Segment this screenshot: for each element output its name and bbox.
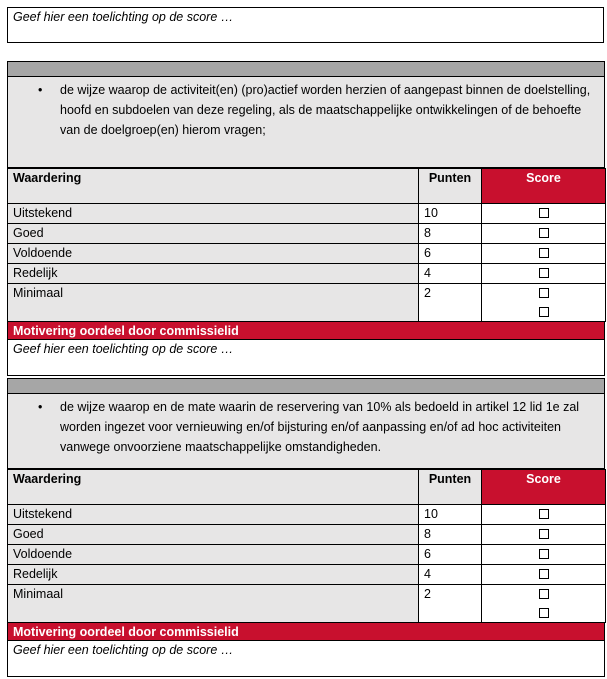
rating-points: 4 bbox=[419, 565, 482, 585]
table-row bbox=[8, 565, 606, 585]
table-row bbox=[8, 545, 606, 565]
score-checkbox[interactable] bbox=[539, 589, 549, 599]
col-header-punten: Punten bbox=[419, 169, 482, 204]
rating-label: Redelijk bbox=[8, 264, 419, 284]
score-checkbox[interactable] bbox=[539, 549, 549, 559]
criterion-text: de wijze waarop en de mate waarin de reservering van 10% als bedoeld in artikel 12 lid 1e zal worden ingezet voor vernieuwing en/of bijsturing en/of aanpassing en/of ad hoc activiteiten vanwege onvoorziene maatschappelijke omstandigheden. bbox=[60, 400, 580, 454]
col-header-punten: Punten bbox=[419, 470, 482, 505]
table-row bbox=[8, 264, 606, 284]
bullet-icon: • bbox=[38, 83, 43, 97]
motivation-header: Motivering oordeel door commissielid bbox=[7, 623, 605, 641]
criterion-description bbox=[7, 77, 605, 168]
rating-points: 8 bbox=[419, 525, 482, 545]
section-header-bar bbox=[7, 61, 605, 77]
section-header-bar bbox=[7, 378, 605, 394]
table-row bbox=[8, 525, 606, 545]
rating-label: Goed bbox=[8, 525, 419, 545]
criterion-text: de wijze waarop de activiteit(en) (pro)actief worden herzien of aangepast binnen de doelstelling, hoofd en subdoelen van deze regeling, als de maatschappelijke ontwikkelingen of de behoefte van de doelgroep(en) hierom vragen; bbox=[60, 83, 591, 137]
rating-label: Redelijk bbox=[8, 565, 419, 585]
motivation-note-field[interactable]: Geef hier een toelichting op de score … bbox=[7, 340, 605, 376]
bullet-icon: • bbox=[38, 400, 43, 414]
criterion-section-1 bbox=[7, 61, 605, 376]
rating-points: 10 bbox=[419, 505, 482, 525]
rating-label: Uitstekend bbox=[8, 505, 419, 525]
rating-label: Minimaal bbox=[8, 585, 419, 623]
rating-label: Minimaal bbox=[8, 284, 419, 322]
table-row bbox=[8, 204, 606, 224]
criterion-description bbox=[7, 394, 605, 469]
col-header-score: Score bbox=[482, 169, 606, 204]
score-checkbox[interactable] bbox=[539, 307, 549, 317]
motivation-header: Motivering oordeel door commissielid bbox=[7, 322, 605, 340]
score-checkbox[interactable] bbox=[539, 569, 549, 579]
rating-points: 2 bbox=[419, 585, 482, 623]
score-checkbox[interactable] bbox=[539, 529, 549, 539]
table-row bbox=[8, 224, 606, 244]
table-row bbox=[8, 505, 606, 525]
col-header-score: Score bbox=[482, 470, 606, 505]
score-note-field[interactable]: Geef hier een toelichting op de score … bbox=[7, 7, 604, 43]
table-row bbox=[8, 284, 606, 322]
table-row bbox=[8, 244, 606, 264]
score-checkbox[interactable] bbox=[539, 608, 549, 618]
rating-label: Goed bbox=[8, 224, 419, 244]
rating-table bbox=[7, 168, 606, 322]
rating-label: Uitstekend bbox=[8, 204, 419, 224]
table-row bbox=[8, 585, 606, 623]
score-checkbox[interactable] bbox=[539, 228, 549, 238]
score-checkbox[interactable] bbox=[539, 509, 549, 519]
rating-points: 10 bbox=[419, 204, 482, 224]
score-checkbox[interactable] bbox=[539, 288, 549, 298]
score-checkbox[interactable] bbox=[539, 248, 549, 258]
criterion-section-2 bbox=[7, 378, 605, 677]
rating-points: 4 bbox=[419, 264, 482, 284]
score-checkbox[interactable] bbox=[539, 208, 549, 218]
col-header-waardering: Waardering bbox=[8, 470, 419, 505]
rating-label: Voldoende bbox=[8, 244, 419, 264]
rating-points: 6 bbox=[419, 244, 482, 264]
rating-points: 8 bbox=[419, 224, 482, 244]
score-checkbox[interactable] bbox=[539, 268, 549, 278]
rating-points: 2 bbox=[419, 284, 482, 322]
rating-label: Voldoende bbox=[8, 545, 419, 565]
rating-table bbox=[7, 469, 606, 623]
motivation-note-field[interactable]: Geef hier een toelichting op de score … bbox=[7, 641, 605, 677]
col-header-waardering: Waardering bbox=[8, 169, 419, 204]
rating-points: 6 bbox=[419, 545, 482, 565]
